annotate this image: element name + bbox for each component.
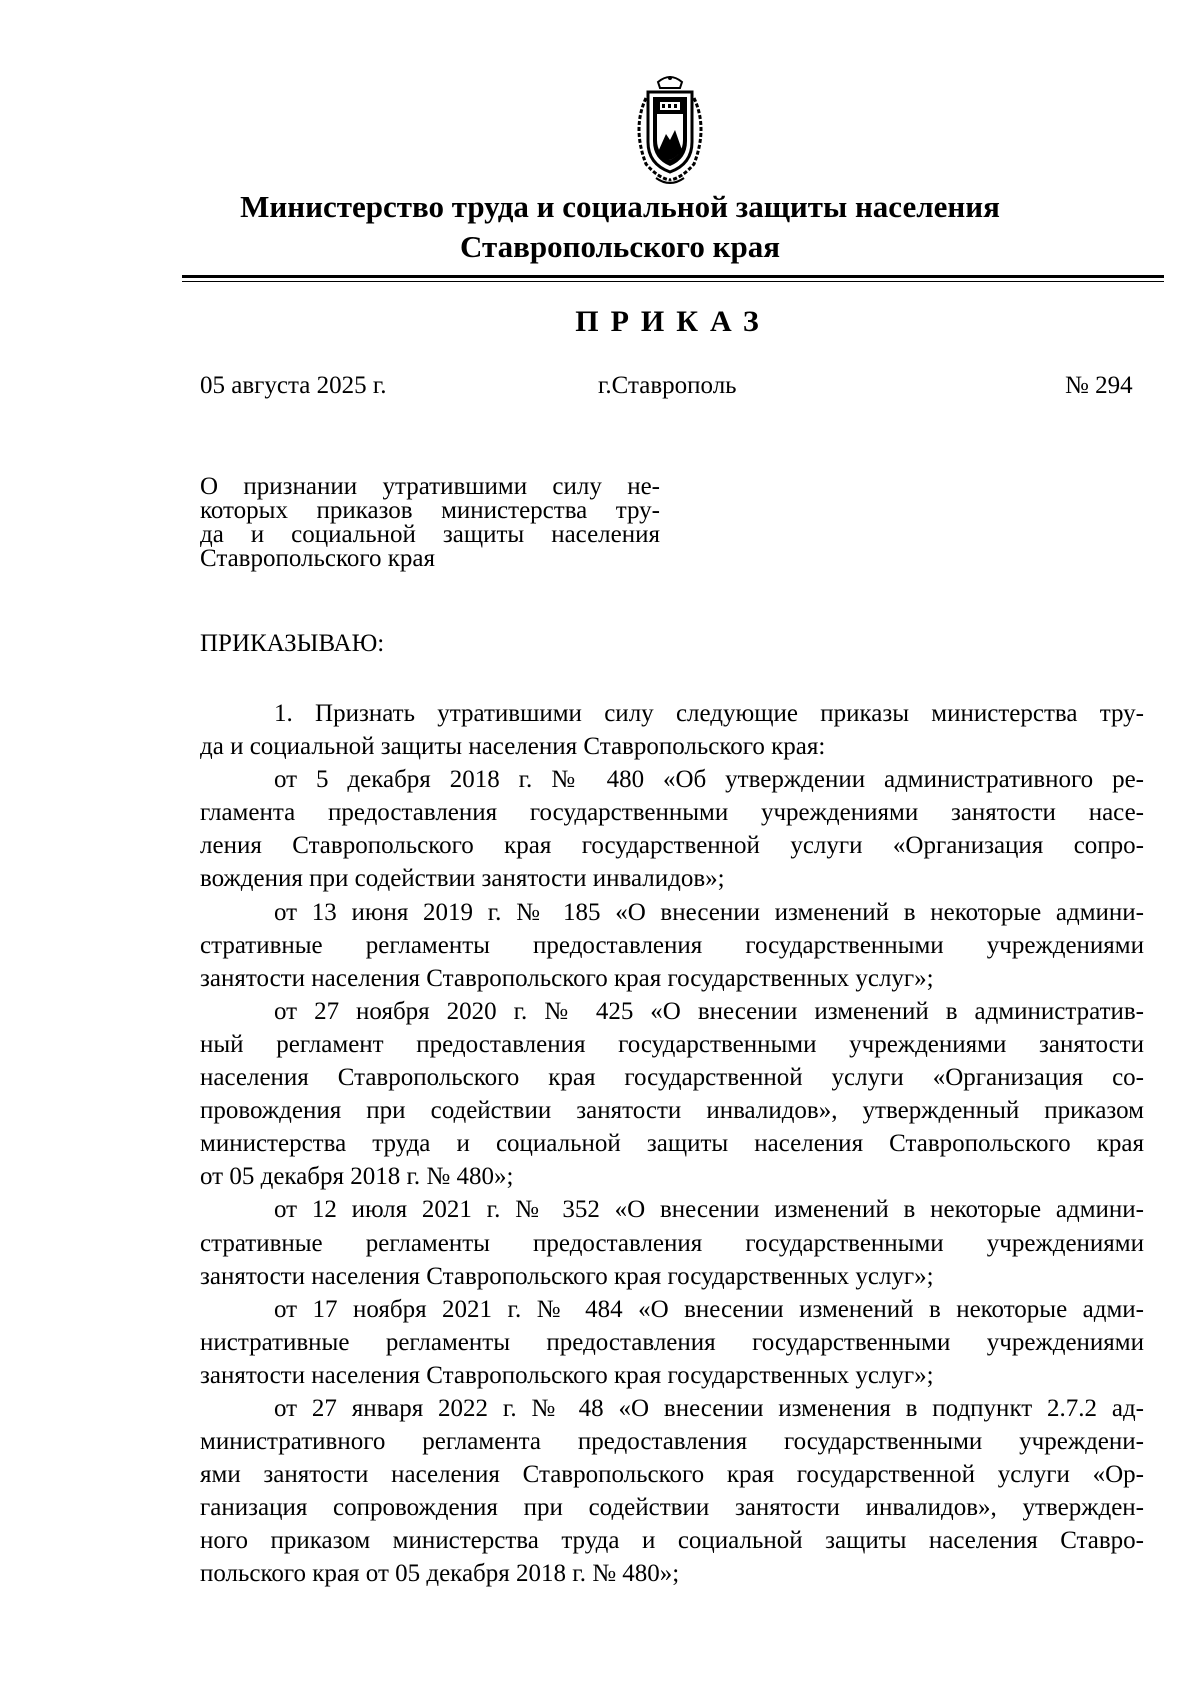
subject-line: Ставропольского края (200, 545, 435, 572)
order-city: г.Ставрополь (598, 372, 737, 399)
document-title: ПРИКАЗ (575, 305, 771, 338)
body-line: от 17 ноября 2021 г. № 484 «О внесении изменений в некоторые адми- (274, 1295, 1144, 1323)
header-divider-thin (182, 281, 1164, 282)
body-line: ями занятости населения Ставропольского края государственной услуги «Ор- (200, 1461, 1144, 1489)
body-line: занятости населения Ставропольского края государственных услуг»; (200, 1361, 934, 1389)
order-directive: ПРИКАЗЫВАЮ: (200, 630, 385, 657)
body-line: от 13 июня 2019 г. № 185 «О внесении изменений в некоторые админи- (274, 898, 1144, 926)
body-line: да и социальной защиты населения Ставропольского края: (200, 733, 826, 761)
body-line: от 05 декабря 2018 г. № 480»; (200, 1163, 514, 1191)
body-line: министерства труда и социальной защиты населения Ставропольского края (200, 1130, 1144, 1158)
body-line: от 5 декабря 2018 г. № 480 «Об утверждении административного ре- (274, 766, 1144, 794)
body-line: провождения при содействии занятости инвалидов», утвержденный приказом (200, 1097, 1144, 1125)
body-line: занятости населения Ставропольского края государственных услуг»; (200, 1262, 934, 1290)
body-line: ления Ставропольского края государственной услуги «Организация сопро- (200, 832, 1144, 860)
body-line: вождения при содействии занятости инвалидов»; (200, 865, 725, 893)
body-line: 1. Признать утратившими силу следующие приказы министерства тру- (274, 700, 1144, 727)
order-date: 05 августа 2025 г. (200, 372, 387, 399)
body-line: министративного регламента предоставления государственными учреждени- (200, 1428, 1144, 1456)
body-line: ганизация сопровождения при содействии занятости инвалидов», утвержден- (200, 1494, 1144, 1522)
body-line: занятости населения Ставропольского края государственных услуг»; (200, 964, 934, 992)
body-line: стративные регламенты предоставления государственными учреждениями (200, 1229, 1144, 1257)
order-subject (200, 475, 660, 571)
header-divider-thick (182, 275, 1164, 278)
body-line: от 27 ноября 2020 г. № 425 «О внесении изменений в административ- (274, 997, 1144, 1025)
subject-line: О признании утратившими силу не- (200, 473, 660, 500)
subject-line: да и социальной защиты населения (200, 521, 660, 548)
body-line: гламента предоставления государственными учреждениями занятости насе- (200, 799, 1144, 827)
organization-name-line1: Министерство труда и социальной защиты населения (240, 189, 1000, 224)
body-line: от 12 июля 2021 г. № 352 «О внесении изменений в некоторые админи- (274, 1196, 1144, 1224)
order-body (200, 697, 1144, 1591)
body-line: населения Ставропольского края государственной услуги «Организация со- (200, 1064, 1144, 1092)
body-line: польского края от 05 декабря 2018 г. № 480»; (200, 1560, 680, 1588)
organization-name-line2: Ставропольского края (460, 229, 780, 264)
coat-of-arms-emblem (620, 72, 720, 190)
body-line: ный регламент предоставления государственными учреждениями занятости (200, 1030, 1144, 1058)
body-line: нистративные регламенты предоставления государственными учреждениями (200, 1328, 1144, 1356)
body-line: ного приказом министерства труда и социальной защиты населения Ставро- (200, 1527, 1144, 1555)
subject-line: которых приказов министерства тру- (200, 497, 660, 524)
body-line: от 27 января 2022 г. № 48 «О внесении изменения в подпункт 2.7.2 ад- (274, 1394, 1144, 1422)
body-line: стративные регламенты предоставления государственными учреждениями (200, 931, 1144, 959)
order-number: № 294 (1065, 372, 1133, 399)
